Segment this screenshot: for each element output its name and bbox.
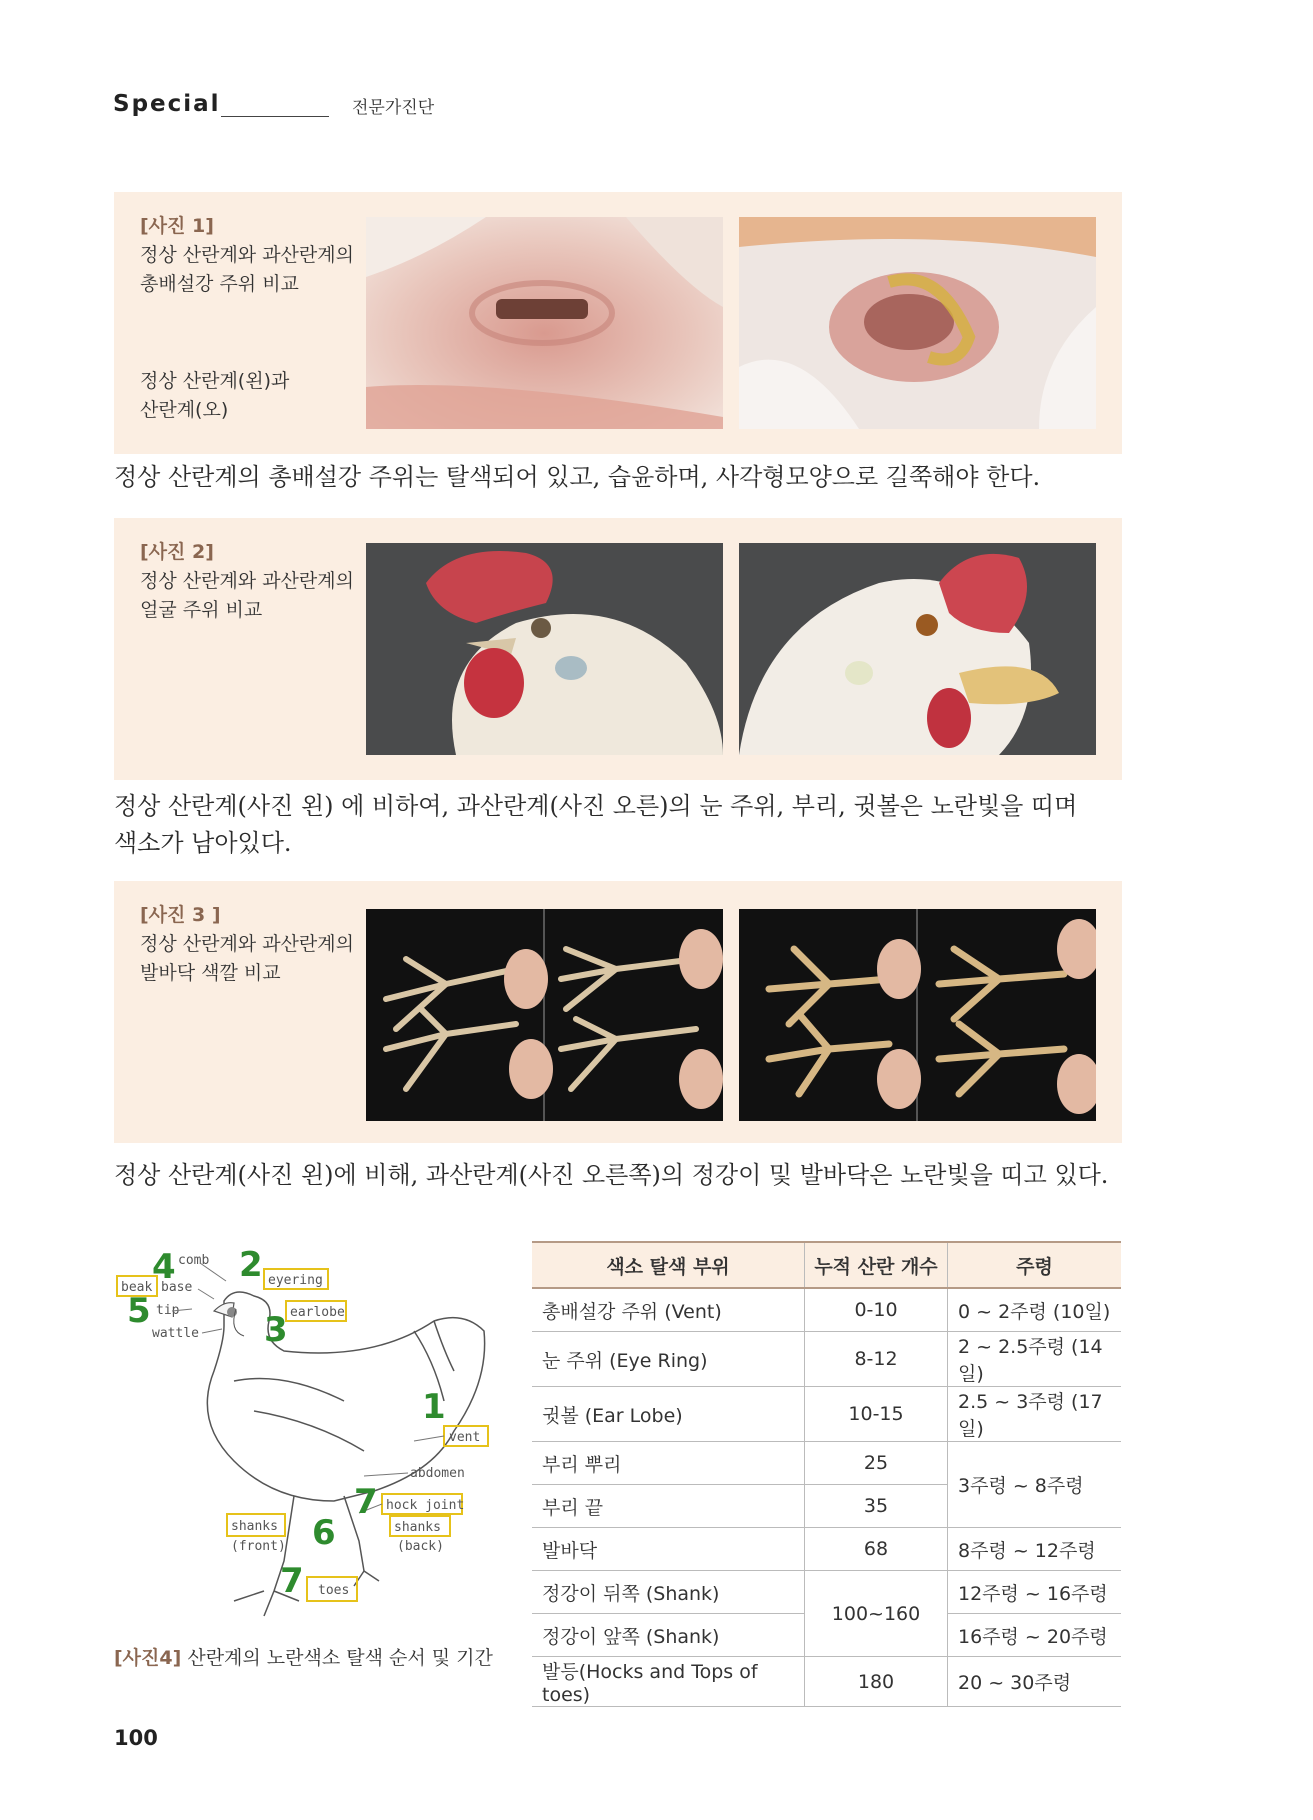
- step-number-7-toes: 7: [280, 1561, 304, 1601]
- photo2-tag: [사진 2]: [140, 541, 214, 563]
- table-row: [532, 1528, 1121, 1571]
- cell-weeks: 3주령 ~ 8주령: [948, 1442, 1122, 1528]
- photo2-left-image: [366, 543, 723, 755]
- photo1-right-image: [739, 217, 1096, 429]
- cell-eggs: 0-10: [805, 1288, 948, 1332]
- photo1-caption: [140, 212, 354, 299]
- step-number-4: 4: [152, 1247, 176, 1287]
- label-earlobe: earlobe: [290, 1305, 345, 1320]
- photo1-panel: [114, 192, 1122, 454]
- cell-eggs: 8-12: [805, 1332, 948, 1387]
- photo2-body-line2: 색소가 남아있다.: [114, 829, 292, 857]
- photo2-body-line1: 정상 산란계(사진 왼) 에 비하여, 과산란계(사진 오른)의 눈 주위, 부리, 귓볼은 노란빛을 띠며: [114, 792, 1078, 820]
- step-number-3: 3: [264, 1310, 288, 1350]
- table-row: [532, 1571, 1121, 1614]
- cell-eggs: 10-15: [805, 1387, 948, 1442]
- label-eyering: eyering: [268, 1273, 323, 1288]
- label-abdomen: abdomen: [410, 1466, 465, 1481]
- table-row: [532, 1657, 1121, 1707]
- table-row: [532, 1332, 1121, 1387]
- photo1-sub-line1: 정상 산란계(왼)과: [140, 370, 290, 392]
- photo2-caption: [140, 538, 354, 625]
- cell-eggs: 25: [805, 1442, 948, 1485]
- cell-eggs: 35: [805, 1485, 948, 1528]
- table-row: [532, 1442, 1121, 1485]
- cell-weeks: 2.5 ~ 3주령 (17일): [948, 1387, 1122, 1442]
- step-number-1: 1: [422, 1387, 446, 1427]
- label-base: base: [161, 1280, 193, 1295]
- cell-site: 총배설강 주위 (Vent): [532, 1288, 805, 1332]
- label-shanks-front: shanks: [231, 1519, 278, 1534]
- cell-site: 발바닥: [532, 1528, 805, 1571]
- table-row: [532, 1288, 1121, 1332]
- cell-site: 발등(Hocks and Tops of toes): [532, 1657, 805, 1707]
- page-number: 100: [114, 1726, 158, 1750]
- cell-weeks: 12주령 ~ 16주령: [948, 1571, 1122, 1614]
- label-hock-joint: hock joint: [386, 1498, 465, 1513]
- cell-site: 정강이 앞쪽 (Shank): [532, 1614, 805, 1657]
- photo1-body-text: 정상 산란계의 총배설강 주위는 탈색되어 있고, 습윤하며, 사각형모양으로 길쭉해야 한다.: [114, 463, 1041, 491]
- photo3-right-image: [739, 909, 1096, 1121]
- cell-weeks: 0 ~ 2주령 (10일): [948, 1288, 1122, 1332]
- photo1-subcaption: [140, 367, 289, 425]
- photo4-caption-text: 산란계의 노란색소 탈색 순서 및 기간: [187, 1647, 493, 1669]
- photo1-title-line2: 총배설강 주위 비교: [140, 273, 299, 295]
- depigmentation-table: [532, 1241, 1121, 1707]
- cell-site: 귓볼 (Ear Lobe): [532, 1387, 805, 1442]
- header-egg-count: 누적 산란 개수: [805, 1242, 948, 1288]
- label-toes: toes: [318, 1583, 350, 1598]
- table-header-row: [532, 1242, 1121, 1288]
- label-tip: tip: [156, 1303, 180, 1318]
- photo2-panel: [114, 518, 1122, 780]
- cell-site: 눈 주위 (Eye Ring): [532, 1332, 805, 1387]
- photo3-title-line1: 정상 산란계와 과산란계의: [140, 933, 354, 955]
- label-comb: comb: [178, 1253, 210, 1268]
- step-number-5: 5: [127, 1291, 151, 1331]
- photo2-body-text: [114, 788, 1077, 862]
- section-category: 전문가진단: [352, 98, 435, 118]
- photo3-title-line2: 발바닥 색깔 비교: [140, 962, 281, 984]
- cell-weeks: 20 ~ 30주령: [948, 1657, 1122, 1707]
- photo1-tag: [사진 1]: [140, 215, 214, 237]
- chicken-diagram: [114, 1241, 504, 1626]
- step-number-6: 6: [312, 1513, 336, 1553]
- cell-weeks: 8주령 ~ 12주령: [948, 1528, 1122, 1571]
- label-beak: beak: [121, 1280, 153, 1295]
- photo1-sub-line2: 산란계(오): [140, 399, 229, 421]
- photo1-left-image: [366, 217, 723, 429]
- photo2-right-image: [739, 543, 1096, 755]
- photo1-title-line1: 정상 산란계와 과산란계의: [140, 244, 354, 266]
- label-shanks-back: shanks: [394, 1520, 441, 1535]
- section-title: Special: [113, 91, 221, 117]
- photo3-tag: [사진 3 ]: [140, 904, 221, 926]
- label-vent: vent: [449, 1430, 481, 1445]
- cell-site: 정강이 뒤쪽 (Shank): [532, 1571, 805, 1614]
- step-number-2: 2: [239, 1245, 263, 1285]
- table-row: [532, 1387, 1121, 1442]
- cell-weeks: 16주령 ~ 20주령: [948, 1614, 1122, 1657]
- cell-eggs: 68: [805, 1528, 948, 1571]
- label-front: (front): [231, 1539, 286, 1554]
- header-divider: [221, 116, 329, 117]
- photo4-tag: [사진4]: [114, 1647, 182, 1669]
- cell-site: 부리 끝: [532, 1485, 805, 1528]
- cell-eggs: 100~160: [805, 1571, 948, 1657]
- label-back: (back): [397, 1539, 444, 1554]
- photo2-title-line1: 정상 산란계와 과산란계의: [140, 570, 354, 592]
- photo3-left-image: [366, 909, 723, 1121]
- photo3-caption: [140, 901, 354, 988]
- header-site: 색소 탈색 부위: [532, 1242, 805, 1288]
- photo2-title-line2: 얼굴 주위 비교: [140, 599, 263, 621]
- cell-eggs: 180: [805, 1657, 948, 1707]
- header-weeks: 주령: [948, 1242, 1122, 1288]
- cell-site: 부리 뿌리: [532, 1442, 805, 1485]
- photo3-body-text: 정상 산란계(사진 왼)에 비해, 과산란계(사진 오른쪽)의 정강이 및 발바닥은 노란빛을 띠고 있다.: [114, 1161, 1109, 1189]
- photo4-caption: [114, 1643, 493, 1670]
- label-wattle: wattle: [152, 1326, 199, 1341]
- photo3-panel: [114, 881, 1122, 1143]
- cell-weeks: 2 ~ 2.5주령 (14일): [948, 1332, 1122, 1387]
- step-number-7-hock: 7: [354, 1482, 378, 1522]
